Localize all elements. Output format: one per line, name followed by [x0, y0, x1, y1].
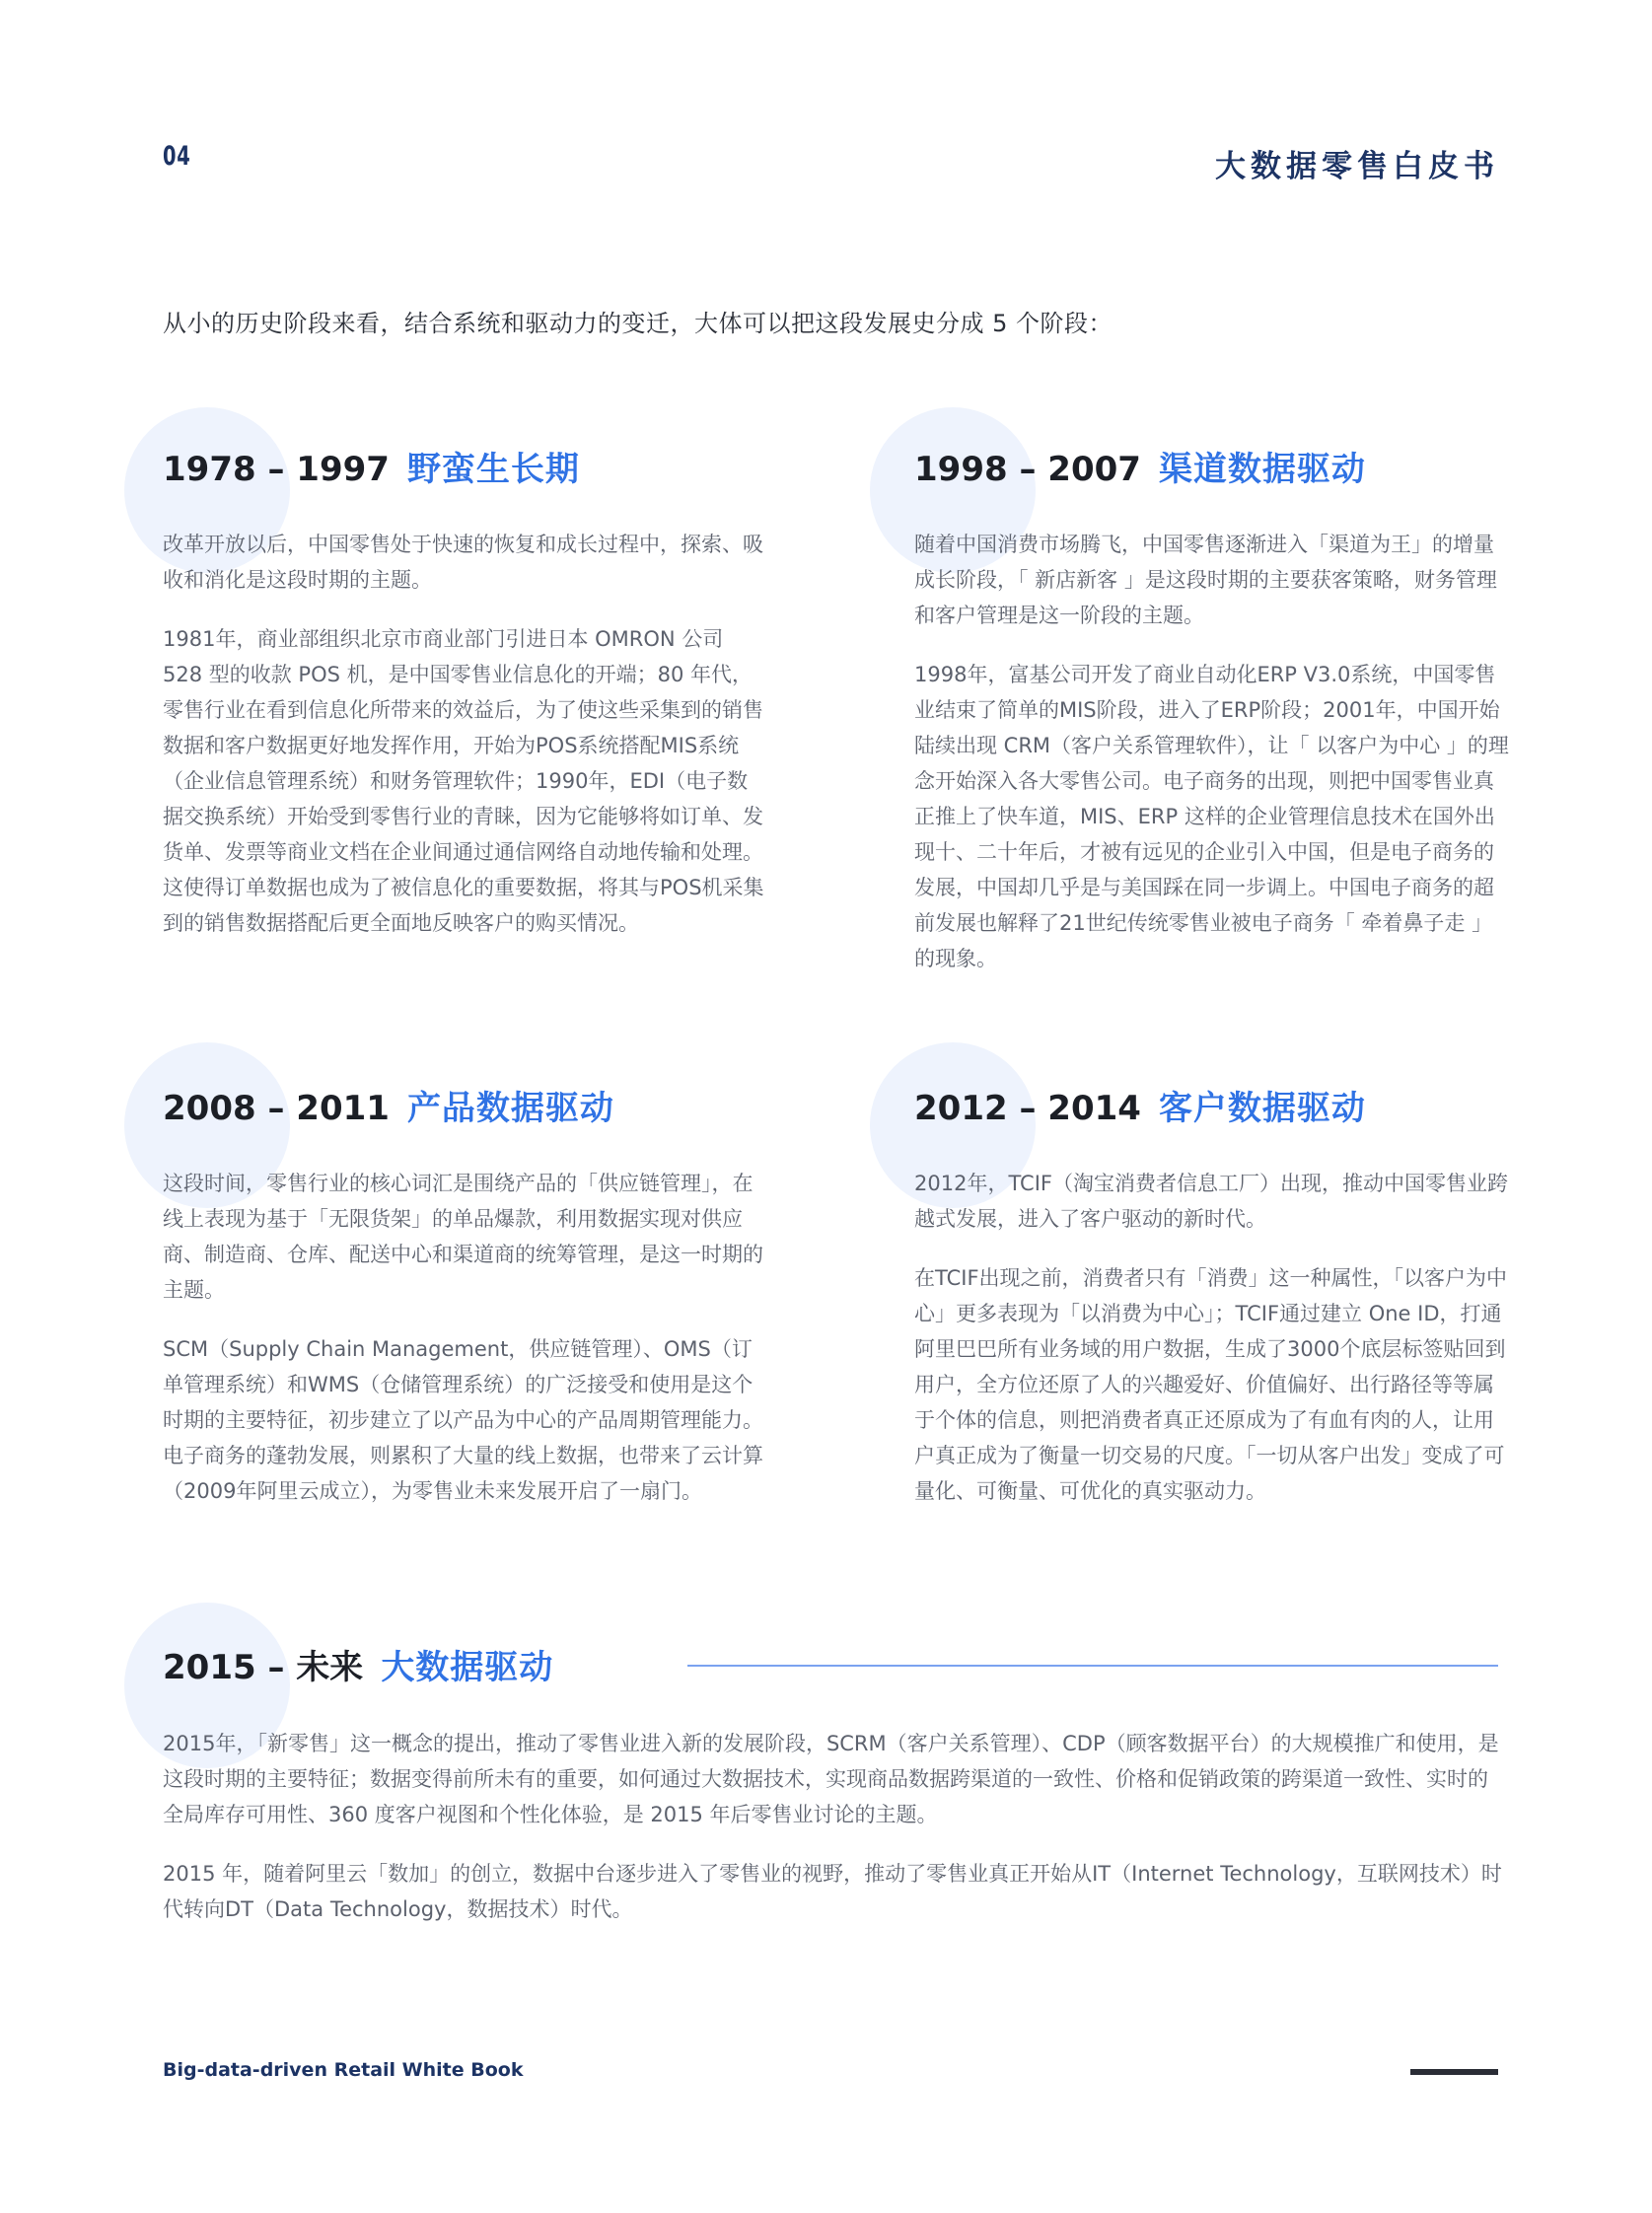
section-heading	[163, 1081, 614, 1129]
section-dates: 2015 – 未来	[163, 1648, 364, 1687]
paragraph: SCM（Supply Chain Management，供应链管理）、OMS（订单管理系统）和WMS（仓储管理系统）的广泛接受和使用是这个时期的主要特征，初步建立了以产品为中心的产品周期管理能力。电子商务的蓬勃发展，则累积了大量的线上数据，也带来了云计算（2009年阿里云成立），为零售业未来发展开启了一扇门。	[163, 1337, 763, 1503]
section-body	[914, 1166, 1511, 1533]
section-body	[163, 527, 764, 964]
document-title: 大数据零售白皮书	[1215, 149, 1499, 184]
intro-text: 从小的历史阶段来看，结合系统和驱动力的变迁，大体可以把这段发展史分成 5 个阶段：	[163, 310, 1113, 337]
section-heading	[914, 442, 1366, 490]
section-dates: 1978 – 1997	[163, 450, 390, 489]
section-label: 大数据驱动	[381, 1648, 554, 1687]
footer-title: Big-data-driven Retail White Book	[163, 2059, 524, 2081]
footer-bar	[1410, 2069, 1498, 2075]
section-body	[914, 527, 1511, 1000]
paragraph: 这段时间，零售行业的核心词汇是围绕产品的「供应链管理」，在线上表现为基于「无限货架」的单品爆款，利用数据实现对供应商、制造商、仓库、配送中心和渠道商的统筹管理，是这一时期的主题。	[163, 1172, 763, 1302]
section-label: 客户数据驱动	[1158, 1089, 1366, 1128]
paragraph: 2015 年，随着阿里云「数加」的创立，数据中台逐步进入了零售业的视野，推动了零售业真正开始从IT（Internet Technology，互联网技术）时代转向DT（Data Technology，数据技术）时代。	[163, 1862, 1502, 1921]
section-dates: 2008 – 2011	[163, 1089, 390, 1128]
section-divider-line	[687, 1665, 1498, 1667]
paragraph: 1998年，富基公司开发了商业自动化ERP V3.0系统，中国零售业结束了简单的MIS阶段，进入了ERP阶段；2001年，中国开始陆续出现 CRM（客户关系管理软件），让「 以客户为中心 」的理念开始深入各大零售公司。电子商务的出现，则把中国零售业真正推上了快车道，MIS、ERP 这样的企业管理信息技术在国外出现十、二十年后，才被有远见的企业引入中国，但是电子商务的发展，中国却几乎是与美国踩在同一步调上。中国电子商务的超前发展也解释了21世纪传统零售业被电子商务「 牵着鼻子走 」的现象。	[914, 663, 1509, 970]
section-label: 野蛮生长期	[406, 450, 580, 489]
paragraph: 1981年，商业部组织北京市商业部门引进日本 OMRON 公司 528 型的收款 POS 机，是中国零售业信息化的开端；80 年代，零售行业在看到信息化所带来的效益后，为了使这些采集到的销售数据和客户数据更好地发挥作用，开始为POS系统搭配MIS系统（企业信息管理系统）和财务管理软件；1990年，EDI（电子数据交换系统）开始受到零售行业的青睐，因为它能够将如订单、发货单、发票等商业文档在企业间通过通信网络自动地传输和处理。这使得订单数据也成为了被信息化的重要数据，将其与POS机采集到的销售数据搭配后更全面地反映客户的购买情况。	[163, 627, 764, 935]
paragraph: 2012年，TCIF（淘宝消费者信息工厂）出现，推动中国零售业跨越式发展，进入了客户驱动的新时代。	[914, 1172, 1508, 1231]
section-body	[163, 1726, 1504, 1951]
section-heading	[163, 442, 580, 490]
section-body	[163, 1166, 764, 1533]
section-dates: 2012 – 2014	[914, 1089, 1141, 1128]
paragraph: 随着中国消费市场腾飞，中国零售逐渐进入「渠道为王」的增量成长阶段，「 新店新客 」是这段时期的主要获客策略，财务管理和客户管理是这一阶段的主题。	[914, 533, 1497, 627]
paragraph: 改革开放以后，中国零售处于快速的恢复和成长过程中，探索、吸收和消化是这段时期的主题。	[163, 533, 763, 592]
page-number: 04	[163, 141, 191, 172]
paragraph: 2015年，「新零售」这一概念的提出，推动了零售业进入新的发展阶段，SCRM（客户关系管理）、CDP（顾客数据平台）的大规模推广和使用，是这段时期的主要特征；数据变得前所未有的重要，如何通过大数据技术，实现商品数据跨渠道的一致性、价格和促销政策的跨渠道一致性、实时的全局库存可用性、360 度客户视图和个性化体验，是 2015 年后零售业讨论的主题。	[163, 1732, 1499, 1826]
paragraph: 在TCIF出现之前，消费者只有「消费」这一种属性，「以客户为中心」更多表现为「以消费为中心」；TCIF通过建立 One ID，打通阿里巴巴所有业务域的用户数据，生成了3000个底层标签贴回到用户，全方位还原了人的兴趣爱好、价值偏好、出行路径等等属于个体的信息，则把消费者真正还原成为了有血有肉的人，让用户真正成为了衡量一切交易的尺度。「一切从客户出发」变成了可量化、可衡量、可优化的真实驱动力。	[914, 1266, 1508, 1503]
section-label: 渠道数据驱动	[1158, 450, 1366, 489]
section-label: 产品数据驱动	[406, 1089, 614, 1128]
section-dates: 1998 – 2007	[914, 450, 1141, 489]
section-heading	[914, 1081, 1366, 1129]
section-heading	[163, 1640, 553, 1688]
